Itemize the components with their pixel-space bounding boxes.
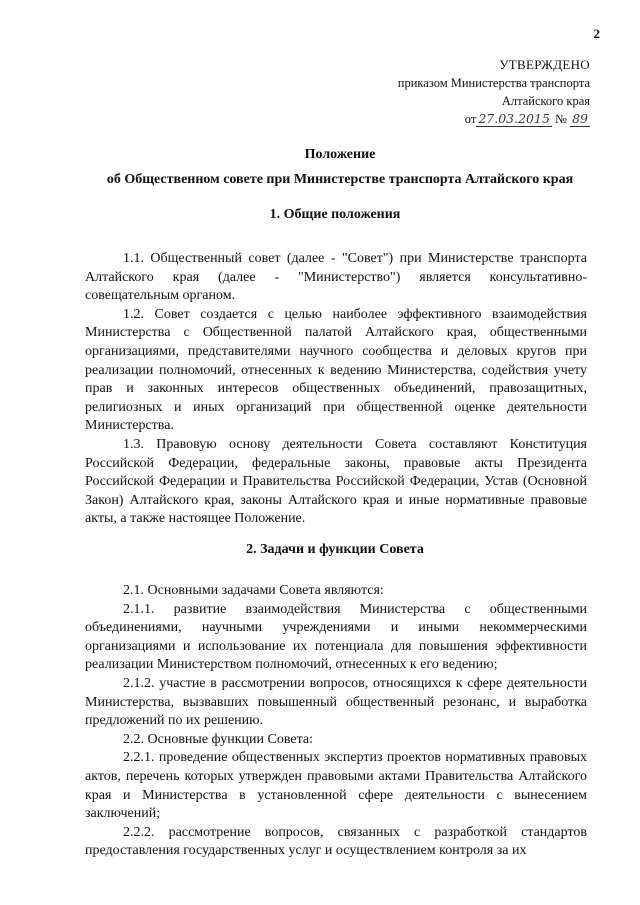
number-prefix: №	[555, 112, 567, 126]
paragraph-2-2: 2.2. Основные функции Совета:	[123, 731, 314, 747]
section-2-body	[85, 582, 587, 861]
document-title	[60, 142, 620, 192]
paragraph-2-2-2: 2.2.2. рассмотрение вопросов, связанных с разработкой стандартов предоставления государственных услуг и осуществлением контроля за их	[85, 824, 587, 859]
approval-order-line: приказом Министерства транспорта	[397, 76, 590, 90]
date-prefix: от	[464, 112, 477, 126]
paragraph-2-1: 2.1. Основными задачами Совета являются:	[123, 583, 384, 598]
approval-date-line	[300, 110, 590, 128]
paragraph-2-1-1: 2.1.1. развитие взаимодействия Министерства с общественными объединениями, научными учреждениями и иными некоммерческими организациями и использование их потенциала для повышения эффективности реализации Министерством полномочий, отнесенных к его ведению;	[85, 601, 587, 673]
section-1-heading: 1. Общие положения	[269, 207, 401, 222]
title-line-1: Положение	[304, 147, 376, 162]
title-line-2: об Общественном совете при Министерстве транспорта Алтайского края	[106, 172, 574, 187]
approval-number: 89	[572, 111, 588, 126]
approval-date: 27.03.2015	[478, 111, 550, 126]
paragraph-1-1: 1.1. Общественный совет (далее - "Совет") при Министерстве транспорта Алтайского края (далее - "Министерство") является консультативно-совещательным органом.	[85, 251, 587, 304]
approval-status: УТВЕРЖДЕНО	[499, 57, 590, 72]
approval-region-line: Алтайского края	[501, 94, 590, 108]
approval-stamp	[300, 56, 590, 128]
paragraph-2-1-2: 2.1.2. участие в рассмотрении вопросов, относящихся к сфере деятельности Министерства, вызвавших повышенный общественный резонанс, и выработка предложений по их решению.	[85, 675, 587, 729]
paragraph-2-2-1: 2.2.1. проведение общественных экспертиз проектов нормативных правовых актов, перечень которых утвержден правовыми актами Правительства Алтайского края и Министерства в установленной сфере деятельности с вынесением заключений;	[85, 750, 587, 822]
section-1-body	[85, 250, 587, 529]
section-2-heading: 2. Задачи и функции Совета	[246, 542, 424, 557]
paragraph-1-2: 1.2. Совет создается с целью наиболее эффективного взаимодействия Министерства с Общественной палатой Алтайского края, общественными организациями, представителями научного сообщества и деловых кругов при реализации полномочий, отнесенных к ведению Министерства, содействия учету прав и законных интересов общественных объединений, правозащитных, религиозных и иных организаций при общественной оценке деятельности Министерства.	[85, 306, 587, 434]
page-number: 2	[593, 26, 600, 41]
paragraph-1-3: 1.3. Правовую основу деятельности Совета составляют Конституция Российской Федерации, федеральные законы, правовые акты Президента Российской Федерации и Правительства Российской Федерации, Устав (Основной Закон) Алтайского края, законы Алтайского края и иные нормативные правовые акты, а также настоящее Положение.	[85, 436, 587, 527]
